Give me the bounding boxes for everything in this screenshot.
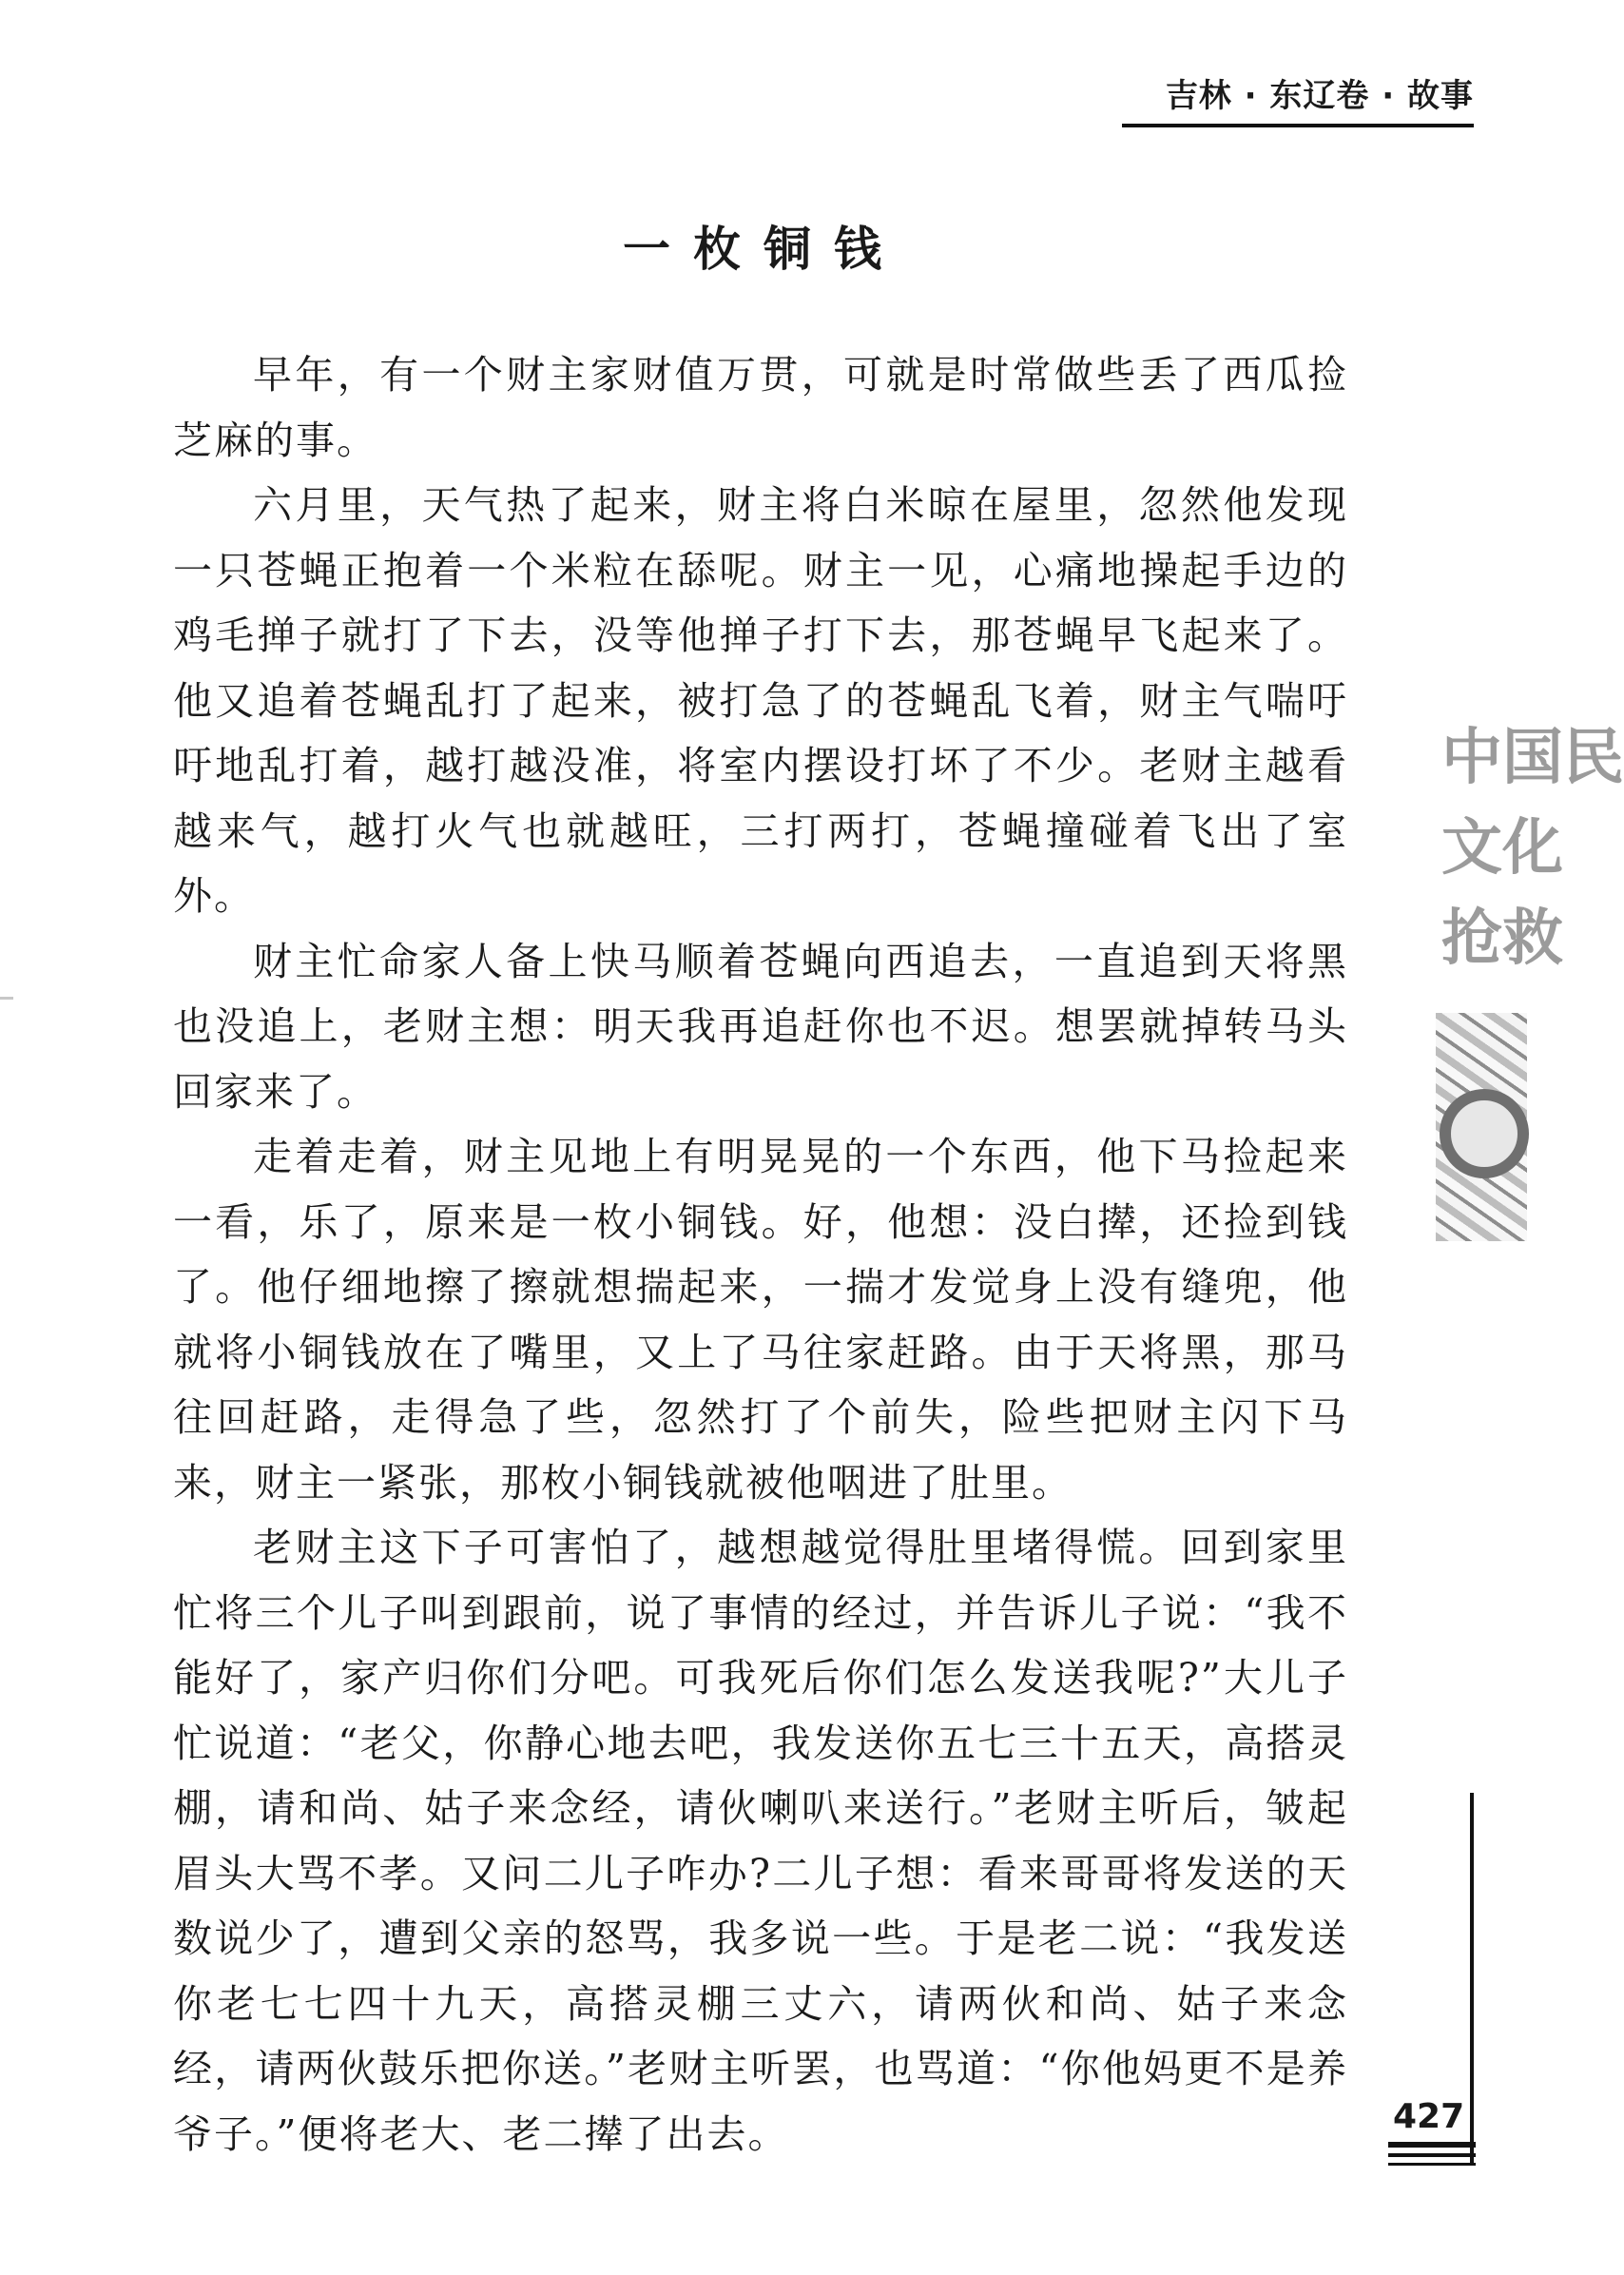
footer-rule bbox=[1388, 2142, 1476, 2148]
side-decoration bbox=[1436, 709, 1624, 1241]
footer-rule bbox=[1388, 2153, 1476, 2157]
running-header bbox=[1122, 67, 1474, 127]
paragraph: 走着走着，财主见地上有明晃晃的一个东西，他下马捡起来一看，乐了，原来是一枚小铜钱。好，他想：没白撵，还捡到钱了。他仔细地擦了擦就想揣起来，一揣才发觉身上没有缝兜，他就将小铜钱放在了嘴里，又上了马往家赶路。由于天将黑，那马往回赶路，走得急了些，忽然打了个前失，险些把财主闪下马来，财主一紧张，那枚小铜钱就被他咽进了肚里。 bbox=[173, 1134, 1348, 1506]
side-tab-text: 抢救 bbox=[1441, 904, 1563, 974]
paragraph: 老财主这下子可害怕了，越想越觉得肚里堵得慌。回到家里忙将三个儿子叫到跟前，说了事情的经过，并告诉儿子说：“我不能好了，家产归你们分吧。可我死后你们怎么发送我呢?”大儿子忙说道：“老父，你静心地去吧，我发送你五七三十五天，高搭灵棚，请和尚、姑子来念经，请伙喇叭来送行。”老财主听后，皱起眉头大骂不孝。又问二儿子咋办?二儿子想：看来哥哥将发送的天数说少了，遭到父亲的怒骂，我多说一些。于是老二说：“我发送你老七七四十九天，高搭灵棚三丈六，请两伙和尚、姑子来念经，请两伙鼓乐把你送。”老财主听罢，也骂道：“你他妈更不是养爷子。”便将老大、老二撵了出去。 bbox=[173, 1525, 1348, 2157]
page-number: 427 bbox=[1393, 2097, 1465, 2136]
story-title: 一枚铜钱 bbox=[623, 222, 904, 277]
footer-rules bbox=[1388, 2142, 1476, 2171]
scan-mark bbox=[0, 997, 13, 1000]
paragraph: 财主忙命家人备上快马顺着苍蝇向西追去，一直追到天将黑也没追上，老财主想：明天我再追赶你也不迟。想罢就掉转马头回家来了。 bbox=[173, 938, 1348, 1115]
story-body bbox=[173, 342, 1348, 2167]
side-tab-text: 中国民 bbox=[1441, 723, 1624, 793]
running-header-title: 吉林 · 东辽卷 · 故事 bbox=[1165, 77, 1474, 115]
paragraph: 六月里，天气热了起来，财主将白米晾在屋里，忽然他发现一只苍蝇正抱着一个米粒在舔呢。财主一见，心痛地操起手边的鸡毛掸子就打了下去，没等他掸子打下去，那苍蝇早飞起来了。他又追着苍蝇乱打了起来，被打急了的苍蝇乱飞着，财主气喘吁吁地乱打着，越打越没准，将室内摆设打坏了不少。老财主越看越来气，越打火气也就越旺，三打两打，苍蝇撞碰着飞出了室外。 bbox=[173, 482, 1348, 919]
footer-rule bbox=[1388, 2163, 1476, 2166]
side-tab-text: 文化 bbox=[1441, 813, 1563, 884]
ornament-ring-icon bbox=[1440, 1089, 1529, 1178]
paragraph: 早年，有一个财主家财值万贯，可就是时常做些丢了西瓜捡芝麻的事。 bbox=[173, 352, 1348, 463]
